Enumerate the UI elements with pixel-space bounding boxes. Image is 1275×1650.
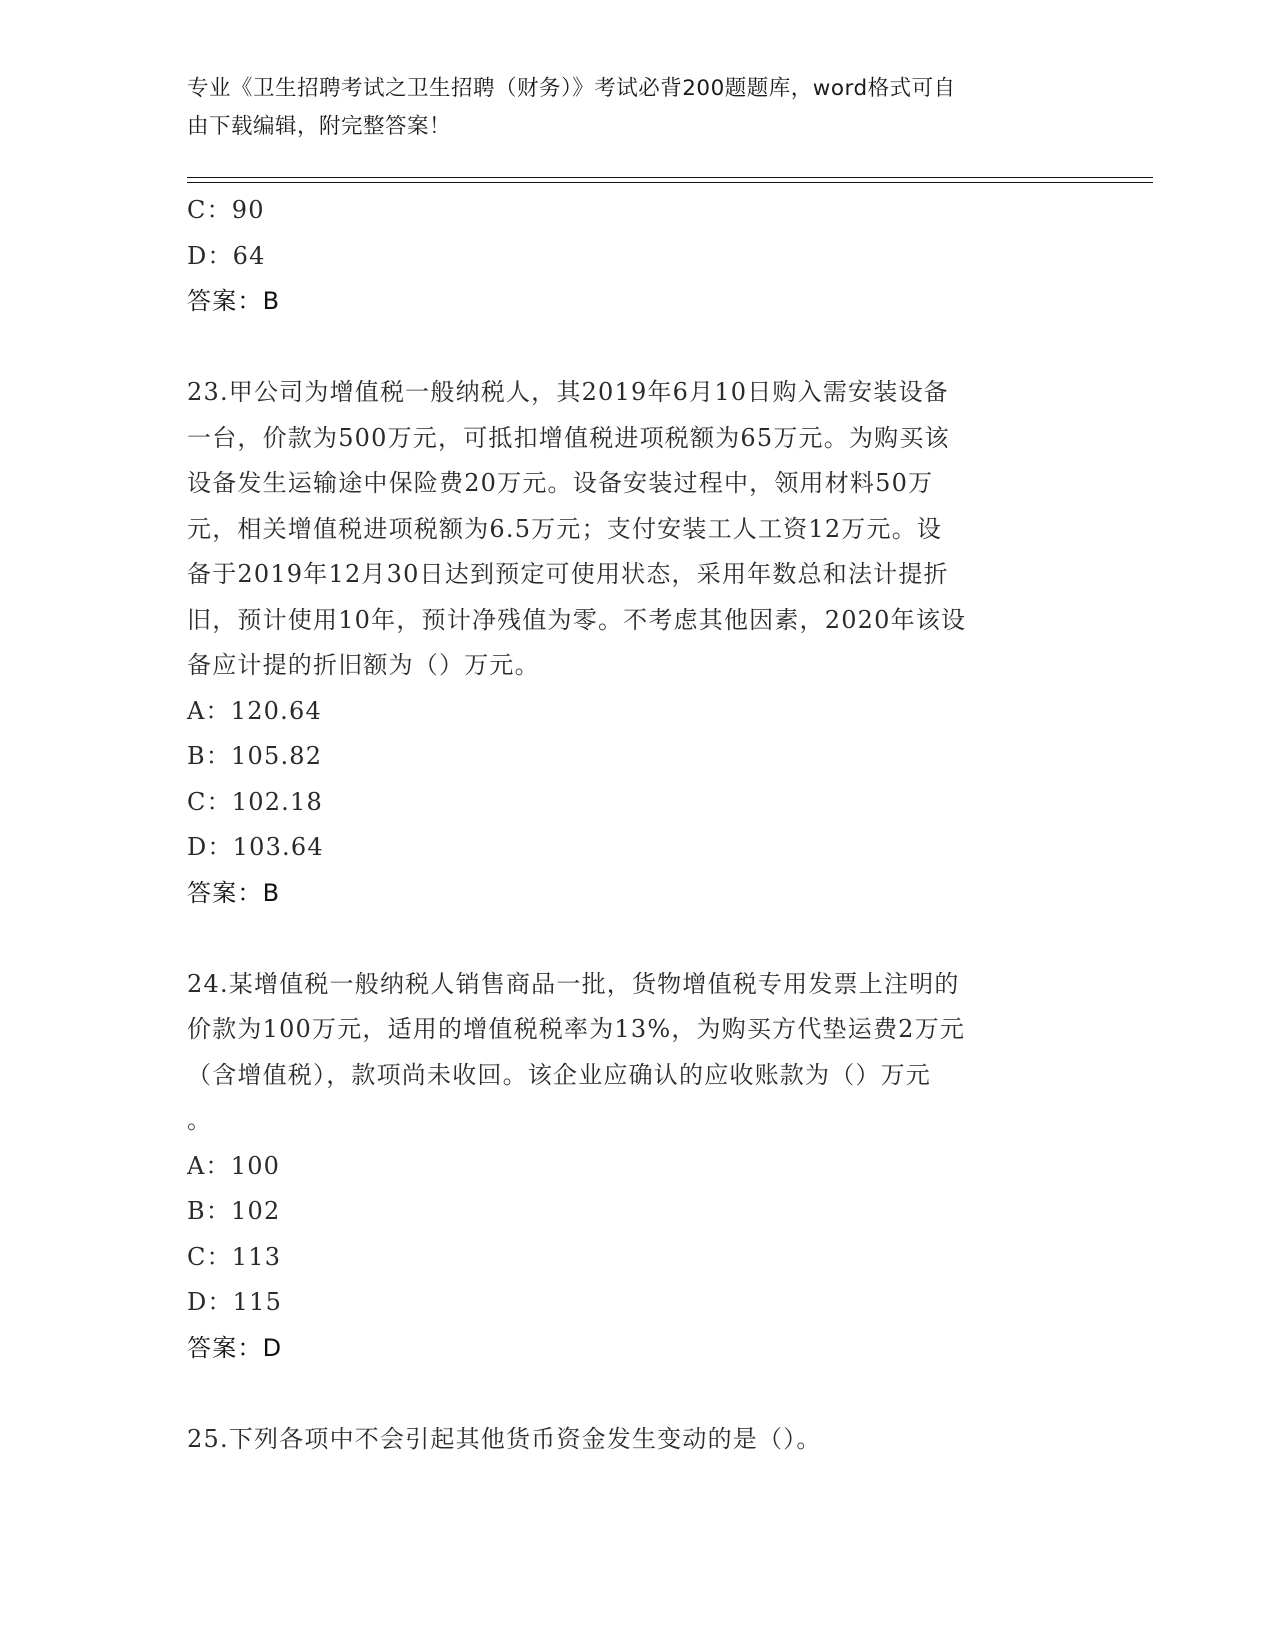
header-divider-bottom — [187, 182, 1153, 183]
question-stem-line: 备于2019年12月30日达到预定可使用状态，采用年数总和法计提折 — [187, 560, 949, 588]
question-24 — [187, 962, 1087, 1372]
question-22-tail — [187, 188, 1087, 325]
answer-line: 答案：B — [187, 287, 281, 315]
question-stem-line: 价款为100万元，适用的增值税税率为13%，为购买方代垫运费2万元 — [187, 1015, 966, 1043]
option-d: D：64 — [187, 241, 266, 270]
question-stem-line: 。 — [187, 1106, 213, 1134]
document-header — [187, 70, 1087, 146]
option-c: C：90 — [187, 196, 265, 224]
answer-line: 答案：B — [187, 878, 281, 907]
question-stem-line: 备应计提的折旧额为（）万元。 — [187, 651, 540, 679]
question-stem-line: 24.某增值税一般纳税人销售商品一批，货物增值税专用发票上注明的 — [187, 969, 960, 998]
document-body — [187, 188, 1087, 1462]
option-a: A：120.64 — [187, 696, 322, 725]
answer-line: 答案：D — [187, 1333, 283, 1362]
question-stem-line: 元，相关增值税进项税额为6.5万元；支付安装工人工资12万元。设 — [187, 514, 943, 543]
spacer — [187, 325, 1087, 371]
question-stem-line: 25.下列各项中不会引起其他货币资金发生变动的是（）。 — [187, 1424, 822, 1453]
spacer — [187, 1371, 1087, 1417]
question-stem-line: 设备发生运输途中保险费20万元。设备安装过程中，领用材料50万 — [187, 469, 934, 497]
question-25 — [187, 1417, 1087, 1463]
option-b: B：102 — [187, 1197, 281, 1225]
header-divider-top — [187, 177, 1153, 178]
option-d: D：115 — [187, 1288, 283, 1316]
question-stem-line: 23.甲公司为增值税一般纳税人，其2019年6月10日购入需安装设备 — [187, 378, 949, 406]
option-a: A：100 — [187, 1151, 281, 1180]
header-line: 由下载编辑，附完整答案！ — [187, 114, 452, 139]
option-b: B：105.82 — [187, 742, 323, 770]
option-d: D：103.64 — [187, 833, 324, 861]
question-stem-line: 旧，预计使用10年，预计净残值为零。不考虑其他因素，2020年该设 — [187, 605, 967, 634]
question-23 — [187, 370, 1087, 916]
option-c: C：113 — [187, 1242, 282, 1271]
header-line: 专业《卫生招聘考试之卫生招聘（财务）》考试必背200题题库，word格式可自 — [187, 76, 956, 101]
spacer — [187, 916, 1087, 962]
question-stem-line: （含增值税），款项尚未收回。该企业应确认的应收账款为（）万元 — [187, 1060, 931, 1089]
option-c: C：102.18 — [187, 787, 323, 816]
question-stem-line: 一台，价款为500万元，可抵扣增值税进项税额为65万元。为购买该 — [187, 423, 950, 452]
